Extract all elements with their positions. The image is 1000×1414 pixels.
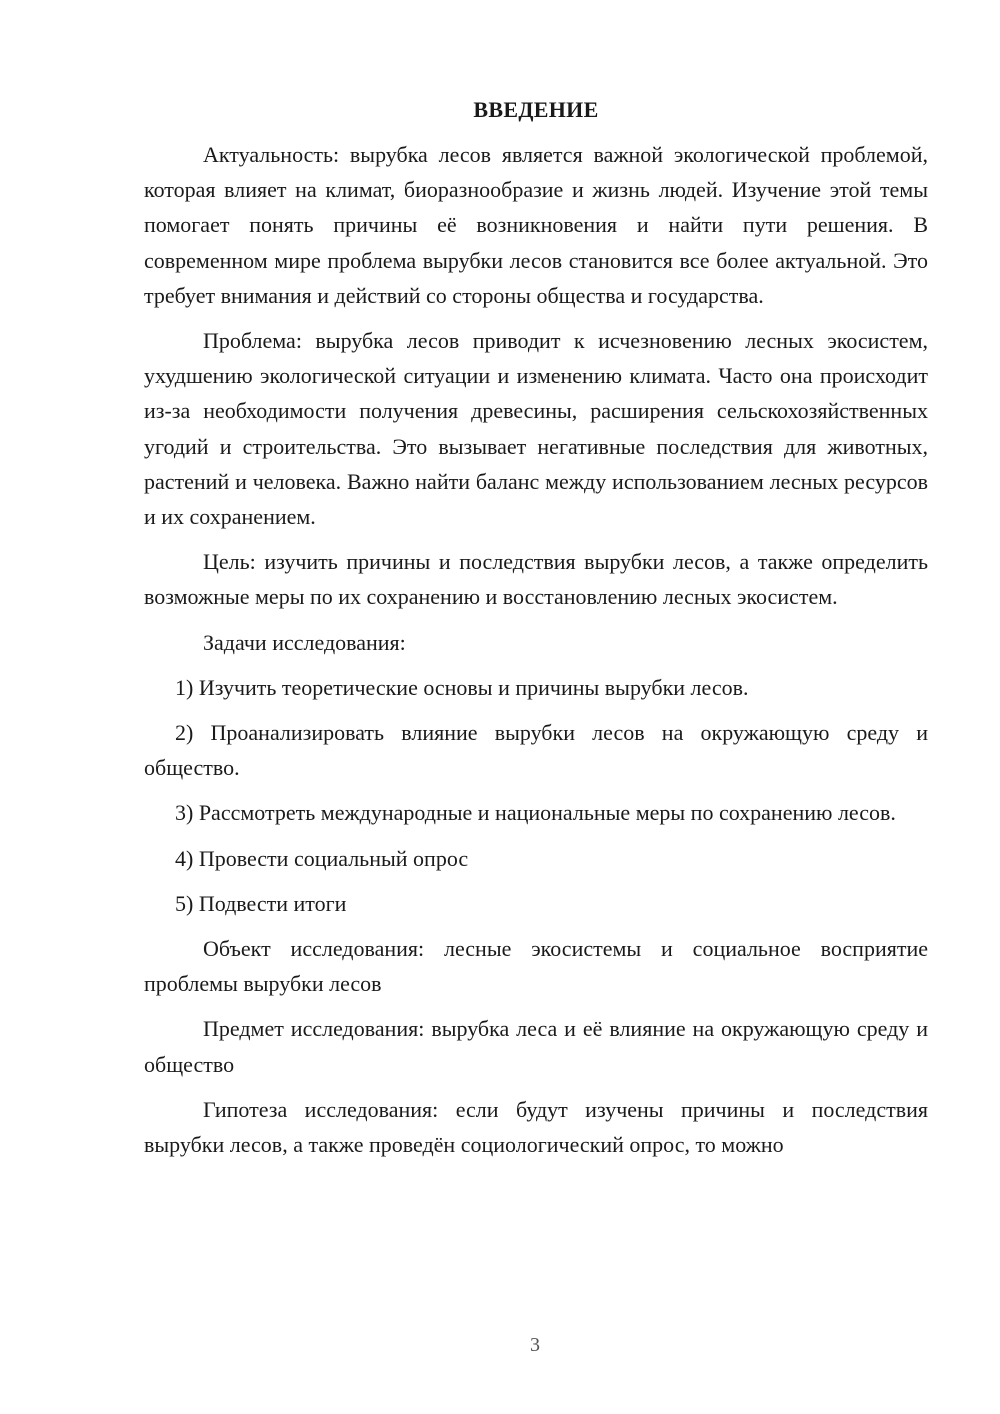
- task-item: 4) Провести социальный опрос: [175, 845, 469, 871]
- task-item: 5) Подвести итоги: [175, 890, 347, 916]
- task-item: 3) Рассмотреть международные и национальные меры по сохранению лесов.: [175, 800, 896, 826]
- paragraph-hypothesis: Гипотеза исследования: если будут изучены причины и последствия вырубки лесов, а также проведён социологический опрос, то можно: [144, 1096, 928, 1158]
- task-item: 1) Изучить теоретические основы и причины вырубки лесов.: [175, 674, 749, 700]
- paragraph-relevance: Актуальность: вырубка лесов является важной экологической проблемой, которая влияет на климат, биоразнообразие и жизнь людей. Изучение этой темы помогает понять причины её возникновения и найти пути решения. В современном мире проблема вырубки лесов становится все более актуальной. Это требует внимания и действий со стороны общества и государства.: [144, 142, 928, 308]
- paragraph-goal: Цель: изучить причины и последствия вырубки лесов, а также определить возможные меры по их сохранению и восстановлению лесных экосистем.: [144, 549, 928, 610]
- page-number: 3: [530, 1334, 540, 1356]
- page-title: ВВЕДЕНИЕ: [473, 97, 599, 122]
- task-item: 2) Проанализировать влияние вырубки лесов на окружающую среду и общество.: [144, 720, 928, 781]
- paragraph-subject: Предмет исследования: вырубка леса и её влияние на окружающую среду и общество: [144, 1016, 928, 1077]
- paragraph-object: Объект исследования: лесные экосистемы и социальное восприятие проблемы вырубки лесов: [144, 936, 928, 997]
- tasks-heading: Задачи исследования:: [203, 629, 406, 655]
- document-page: [144, 92, 928, 1162]
- paragraph-problem: Проблема: вырубка лесов приводит к исчезновению лесных экосистем, ухудшению экологической ситуации и изменению климата. Часто она происходит из-за необходимости получения древесины, расширения сельскохозяйственных угодий и строительства. Это вызывает негативные последствия для животных, растений и человека. Важно найти баланс между использованием лесных ресурсов и их сохранением.: [144, 328, 928, 530]
